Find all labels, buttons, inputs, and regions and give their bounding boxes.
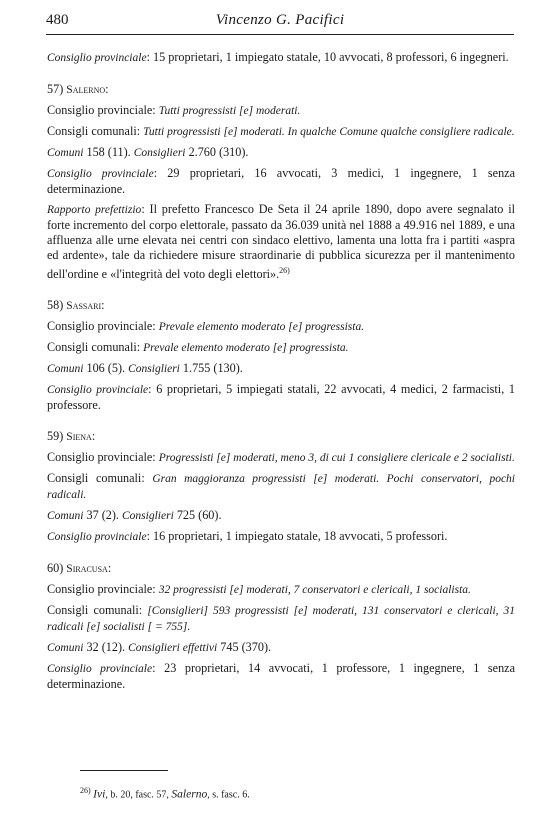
comuni-line: Comuni 106 (5). Consiglieri 1.755 (130). xyxy=(47,361,243,376)
cc-line: Consigli comunali: [Consiglieri] 593 progressisti [e] moderati, 131 conservatori e clericali, 31 radicali [e] socialisti [ = 755]. xyxy=(47,603,515,634)
cc-line: Consigli comunali: Prevale elemento moderato [e] progressista. xyxy=(47,340,349,355)
cc-line: Consigli comunali: Tutti progressisti [e] moderati. In qualche Comune qualche consigliere radicale. xyxy=(47,124,515,138)
footnote-rule xyxy=(80,770,168,771)
page-header xyxy=(46,12,514,34)
comuni-line: Comuni 32 (12). Consiglieri effettivi 745 (370). xyxy=(47,640,272,655)
prof-line: Consiglio provinciale: 6 proprietari, 5 impiegati statali, 22 avvocati, 4 medici, 2 farmacisti, 1 professore. xyxy=(47,382,515,413)
section-heading: 59) Siena: xyxy=(47,429,96,444)
section-siracusa xyxy=(47,561,515,692)
section-heading: 58) Sassari: xyxy=(47,298,105,313)
cc-line: Consigli comunali: Gran maggioranza progressisti [e] moderati. Pochi conservatori, pochi radicali. xyxy=(47,471,515,502)
footnote: $^{26)}$ Ivi, b. 20, fasc. 57, Salerno, s. fasc. 6. xyxy=(80,786,250,801)
footnote-ref: 26) xyxy=(279,266,290,275)
page-number: 480 xyxy=(46,12,69,28)
page-body xyxy=(47,50,515,692)
comuni-line: Comuni 37 (2). Consiglieri 725 (60). xyxy=(47,508,222,523)
prof-line: Consiglio provinciale: 29 proprietari, 16 avvocati, 3 medici, 1 ingegnere, 1 senza determinazione. xyxy=(47,166,515,196)
prof-line: Consiglio provinciale: 23 proprietari, 14 avvocati, 1 professore, 1 ingegnere, 1 senza determinazione. xyxy=(47,661,515,692)
cp-line: Consiglio provinciale: Tutti progressisti [e] moderati. xyxy=(47,103,301,117)
comuni-line: Comuni 158 (11). Consiglieri 2.760 (310). xyxy=(47,145,249,159)
running-head: Vincenzo G. Pacifici xyxy=(215,12,345,28)
section-heading: 60) Siracusa: xyxy=(47,561,112,576)
section-heading: 57) Salerno: xyxy=(47,82,109,96)
rapporto-line: Rapporto prefettizio: Il prefetto Francesco De Seta il 24 aprile 1890, dopo avere segnalato il forte incremento del corpo elettorale, passato da 36.039 unità nel 1888 a 49.916 nel 1889, e una affluenza alle urne elevata nei centri con sindaco elettivo, lamenta una lotta fra i partiti «aspra ed ardente», tale da richiedere misure straordinarie di pubblica sicurezza per il mantenimento dell'ordine e «l'integrità del voto degli elettori».$^{26)}$ xyxy=(47,202,515,282)
cp-line: Consiglio provinciale: Progressisti [e] moderati, meno 3, di cui 1 consigliere clericale e 2 socialisti. xyxy=(47,450,515,465)
section-siena xyxy=(47,429,515,545)
prof-line: Consiglio provinciale: 16 proprietari, 1 impiegato statale, 18 avvocati, 5 professori. xyxy=(47,529,448,544)
continued-paragraph: Consiglio provinciale: 15 proprietari, 1 impiegato statale, 10 avvocati, 8 professori, 6 ingegneri. xyxy=(47,50,509,64)
cp-line: Consiglio provinciale: Prevale elemento moderato [e] progressista. xyxy=(47,319,365,334)
header-rule xyxy=(46,34,514,35)
cp-line: Consiglio provinciale: 32 progressisti [e] moderati, 7 conservatori e clericali, 1 socialista. xyxy=(47,582,471,597)
section-sassari xyxy=(47,298,515,413)
section-salerno xyxy=(47,82,515,282)
